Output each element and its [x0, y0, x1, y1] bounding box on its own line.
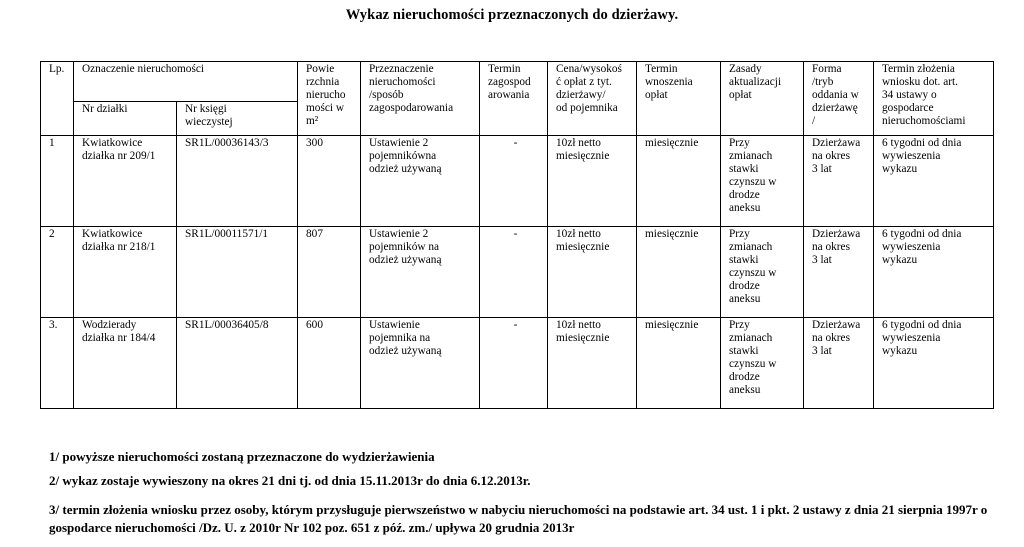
- cell-cena: 10zł netto miesięcznie: [548, 136, 637, 227]
- cell-powierzchnia: 600: [298, 318, 361, 409]
- table-row: [41, 136, 994, 227]
- cell-termin-zagospodarowania: -: [480, 318, 548, 409]
- cell-termin-zlozenia: 6 tygodni od dnia wywieszenia wykazu: [874, 227, 994, 318]
- notes-section: [49, 449, 1009, 545]
- cell-cena: 10zł netto miesięcznie: [548, 318, 637, 409]
- header-termin-zagospodarowania: Termin zagospod arowania: [480, 62, 548, 136]
- cell-zasady: Przy zmianach stawki czynszu w drodze aneksu: [721, 136, 804, 227]
- header-nr-dzialki: Nr działki: [74, 102, 177, 136]
- cell-cena: 10zł netto miesięcznie: [548, 227, 637, 318]
- header-przeznaczenie: Przeznaczenie nieruchomości /sposób zagospodarowania: [361, 62, 480, 136]
- table-row: [41, 227, 994, 318]
- document-title: Wykaz nieruchomości przeznaczonych do dzierżawy.: [345, 7, 679, 23]
- cell-przeznaczenie: Ustawienie pojemnika na odzież używaną: [361, 318, 480, 409]
- cell-termin-zagospodarowania: -: [480, 136, 548, 227]
- cell-nr-ksiegi: SR1L/00036143/3: [177, 136, 298, 227]
- table-row: [41, 318, 994, 409]
- cell-forma: Dzierżawa na okres 3 lat: [804, 136, 874, 227]
- cell-forma: Dzierżawa na okres 3 lat: [804, 227, 874, 318]
- cell-lp: 3.: [41, 318, 74, 409]
- cell-powierzchnia: 300: [298, 136, 361, 227]
- cell-nr-dzialki: Wodzierady działka nr 184/4: [74, 318, 177, 409]
- table-header-row: [41, 62, 994, 102]
- header-lp: Lp.: [41, 62, 74, 136]
- cell-przeznaczenie: Ustawienie 2 pojemników na odzież używaną: [361, 227, 480, 318]
- header-nr-ksiegi: Nr księgi wieczystej: [177, 102, 298, 136]
- cell-termin-zlozenia: 6 tygodni od dnia wywieszenia wykazu: [874, 136, 994, 227]
- cell-termin-zlozenia: 6 tygodni od dnia wywieszenia wykazu: [874, 318, 994, 409]
- cell-zasady: Przy zmianach stawki czynszu w drodze aneksu: [721, 318, 804, 409]
- cell-nr-dzialki: Kwiatkowice działka nr 209/1: [74, 136, 177, 227]
- note-3: 3/ termin złożenia wniosku przez osoby, którym przysługuje pierwszeństwo w nabyciu nieruchomości na podstawie art. 34 ust. 1 i pkt. 2 ustawy z dnia 21 sierpnia 1997r o gospodarce nieruchomości /Dz. U. z 2010r Nr 102 poz. 651 z póź. zm./ upływa 20 grudnia 2013r: [49, 502, 988, 535]
- cell-nr-dzialki: Kwiatkowice działka nr 218/1: [74, 227, 177, 318]
- cell-zasady: Przy zmianach stawki czynszu w drodze aneksu: [721, 227, 804, 318]
- cell-termin-wnoszenia: miesięcznie: [637, 136, 721, 227]
- header-forma: Forma /tryb oddania w dzierżawę /: [804, 62, 874, 136]
- cell-forma: Dzierżawa na okres 3 lat: [804, 318, 874, 409]
- header-powierzchnia: Powie rzchnia nierucho mości w m²: [298, 62, 361, 136]
- cell-nr-ksiegi: SR1L/00036405/8: [177, 318, 298, 409]
- cell-nr-ksiegi: SR1L/00011571/1: [177, 227, 298, 318]
- note-2: 2/ wykaz zostaje wywieszony na okres 21 dni tj. od dnia 15.11.2013r do dnia 6.12.2013r.: [49, 473, 531, 488]
- cell-powierzchnia: 807: [298, 227, 361, 318]
- cell-lp: 2: [41, 227, 74, 318]
- header-oznaczenie: Oznaczenie nieruchomości: [74, 62, 298, 102]
- note-1: 1/ powyższe nieruchomości zostaną przeznaczone do wydzierżawienia: [49, 449, 435, 464]
- cell-termin-zagospodarowania: -: [480, 227, 548, 318]
- cell-lp: 1: [41, 136, 74, 227]
- cell-termin-wnoszenia: miesięcznie: [637, 227, 721, 318]
- header-zasady: Zasady aktualizacji opłat: [721, 62, 804, 136]
- properties-table: [40, 61, 994, 409]
- cell-przeznaczenie: Ustawienie 2 pojemnikówna odzież używaną: [361, 136, 480, 227]
- header-cena: Cena/wysokoś ć opłat z tyt. dzierżawy/ od pojemnika: [548, 62, 637, 136]
- cell-termin-wnoszenia: miesięcznie: [637, 318, 721, 409]
- header-termin-zlozenia: Termin złożenia wniosku dot. art. 34 ustawy o gospodarce nieruchomościami: [874, 62, 994, 136]
- header-termin-wnoszenia: Termin wnoszenia opłat: [637, 62, 721, 136]
